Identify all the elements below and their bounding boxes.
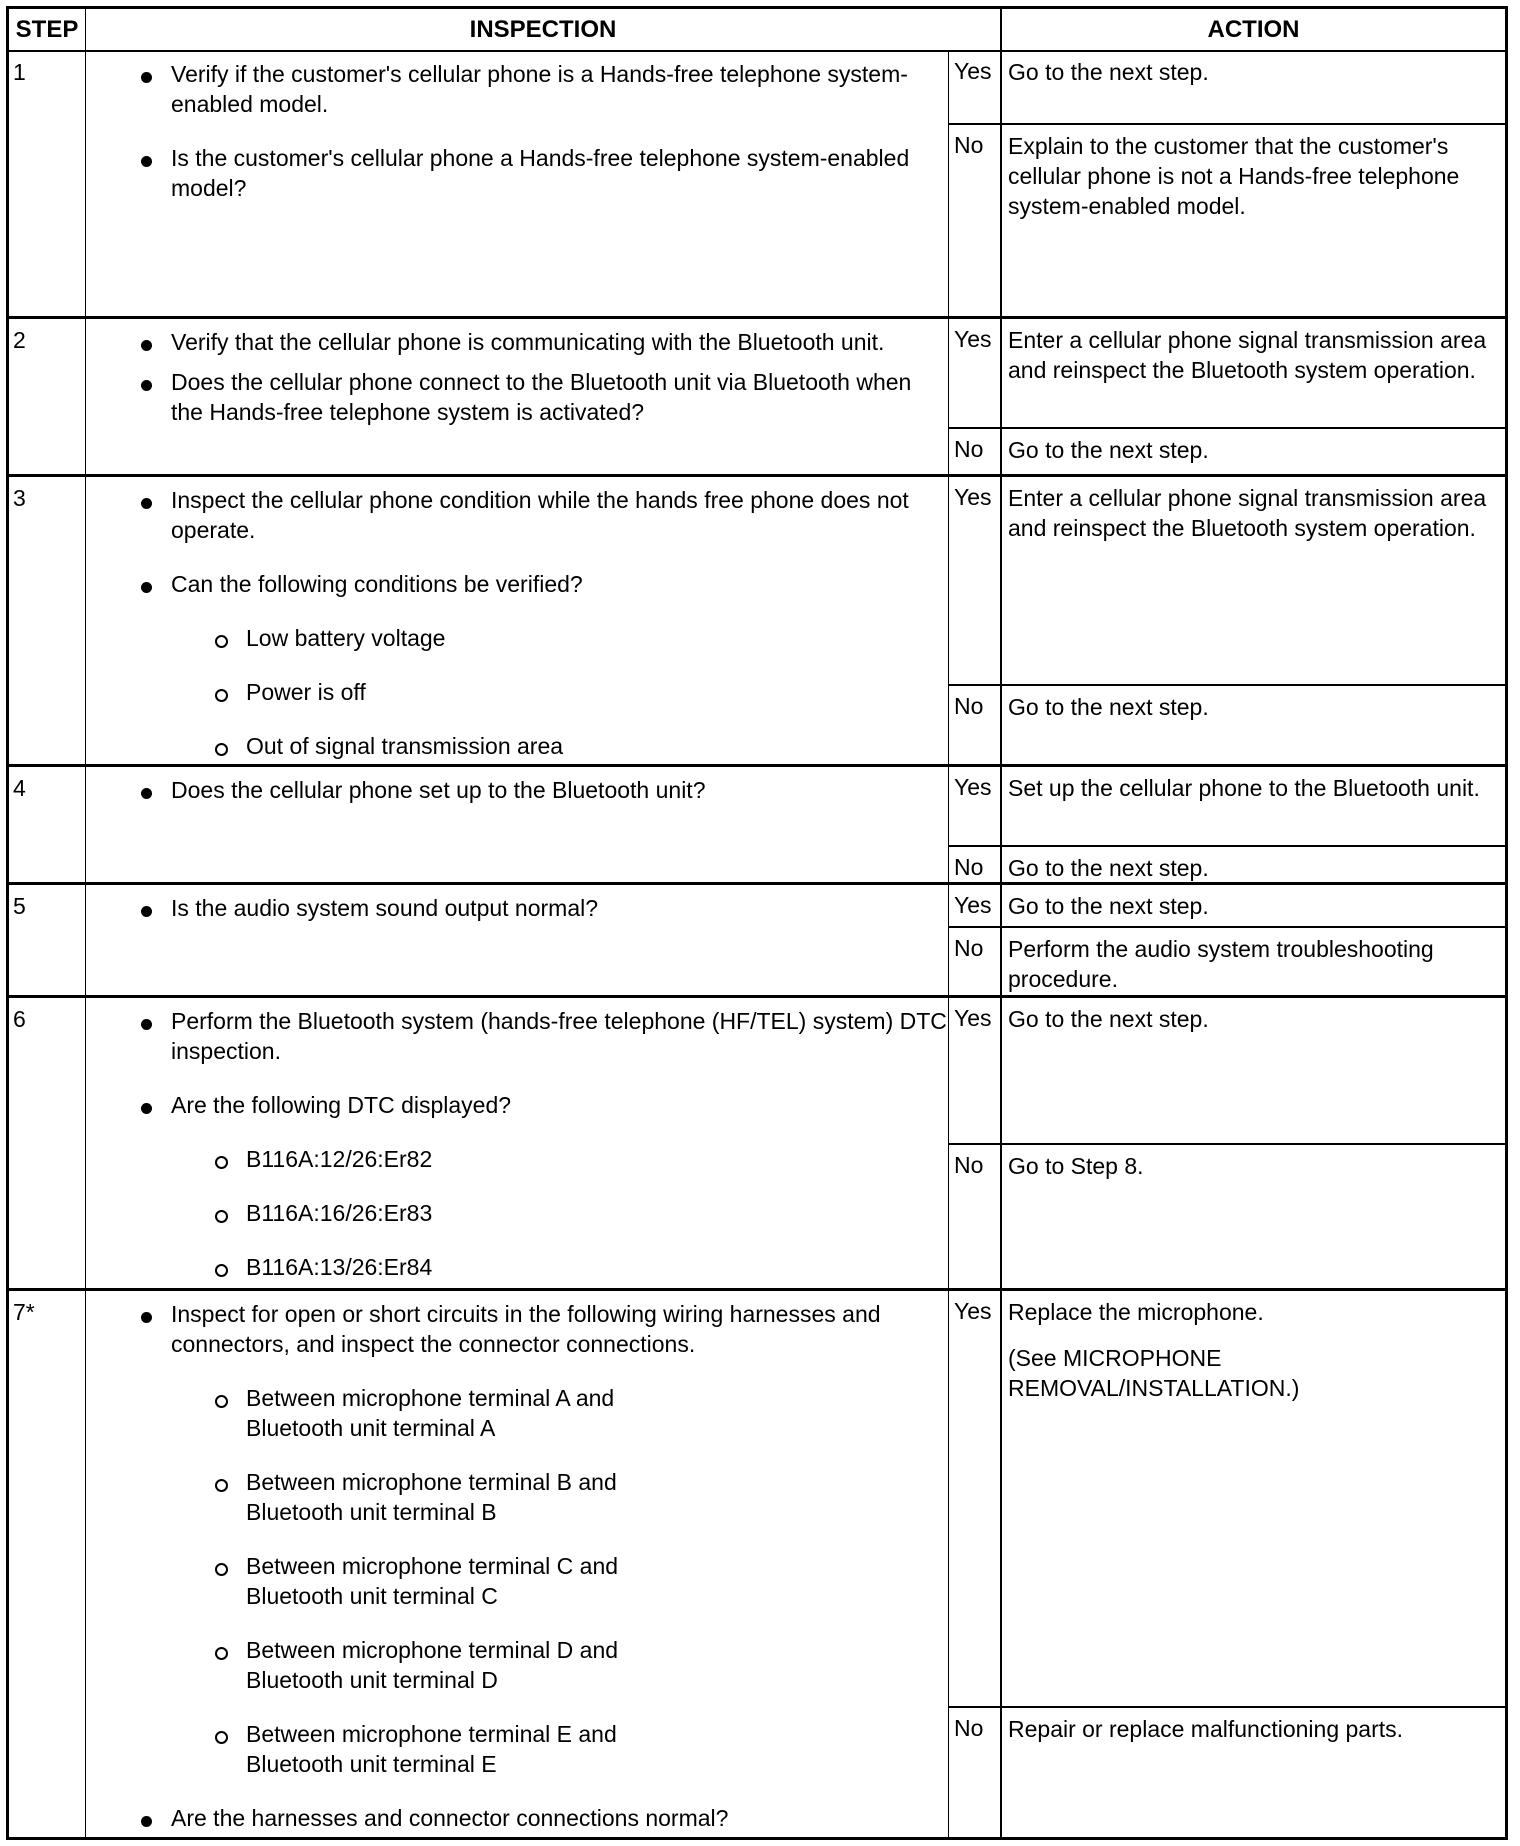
bullet-icon — [141, 1312, 152, 1323]
bullet-icon — [141, 498, 152, 509]
inspection-cell — [86, 998, 948, 1288]
inspection-item: Verify that the cellular phone is communicating with the Bluetooth unit. — [86, 327, 948, 357]
inspection-item: Verify if the customer's cellular phone is a Hands-free telephone system-enabled model. — [86, 59, 948, 119]
bullet-icon — [141, 1019, 152, 1030]
bullet-icon — [141, 788, 152, 799]
yes-action: Set up the cellular phone to the Bluetooth unit. — [1008, 775, 1480, 801]
inspection-item: Is the customer's cellular phone a Hands-free telephone system-enabled model? — [86, 143, 948, 203]
yes-label: Yes — [948, 767, 1002, 845]
table-row-step-4 — [9, 767, 1505, 885]
step-number: 1 — [9, 51, 86, 316]
yes-label: Yes — [948, 477, 1002, 684]
yes-label: Yes — [948, 319, 1002, 427]
yes-action: Go to the next step. — [1008, 893, 1209, 919]
yes-action: Replace the microphone. — [1008, 1299, 1264, 1325]
circle-bullet-icon — [215, 1264, 228, 1277]
circle-bullet-icon — [215, 1731, 228, 1744]
bullet-icon — [141, 156, 152, 167]
inspection-item: Are the following DTC displayed? — [86, 1090, 948, 1120]
header-inspection: INSPECTION — [86, 9, 1002, 50]
bullet-icon — [141, 72, 152, 83]
bullet-icon — [141, 340, 152, 351]
no-action: Go to Step 8. — [1002, 1143, 1505, 1288]
step-number: 3 — [9, 477, 86, 764]
inspection-cell — [86, 477, 948, 764]
inspection-item: Does the cellular phone set up to the Bluetooth unit? — [86, 775, 948, 805]
yes-action-note: (See MICROPHONE REMOVAL/INSTALLATION.) — [1008, 1345, 1300, 1401]
inspection-cell — [86, 767, 948, 882]
step-number: 7* — [9, 1291, 86, 1837]
yes-label: Yes — [948, 998, 1002, 1143]
inspection-cell — [86, 51, 948, 316]
inspection-sub-item: Between microphone terminal D and Bluetooth unit terminal D — [86, 1635, 948, 1695]
no-label: No — [948, 926, 1002, 995]
circle-bullet-icon — [215, 1479, 228, 1492]
yes-label: Yes — [948, 1291, 1002, 1706]
inspection-item: Inspect the cellular phone condition while the hands free phone does not operate. — [86, 485, 948, 545]
no-label: No — [948, 1143, 1002, 1288]
yes-action-cell — [1002, 1291, 1505, 1706]
inspection-item: Inspect for open or short circuits in the following wiring harnesses and connectors, and inspect the connector connections. — [86, 1299, 948, 1359]
inspection-sub-item: B116A:16/26:Er83 — [86, 1198, 948, 1228]
table-row-step-6 — [9, 998, 1505, 1291]
bullet-icon — [141, 1816, 152, 1827]
step-number: 2 — [9, 319, 86, 474]
bullet-icon — [141, 1103, 152, 1114]
inspection-item: Can the following conditions be verified? — [86, 569, 948, 599]
inspection-item: Does the cellular phone connect to the Bluetooth unit via Bluetooth when the Hands-free telephone system is activated? — [86, 367, 948, 427]
no-action: Go to the next step. — [1002, 684, 1505, 764]
circle-bullet-icon — [215, 1563, 228, 1576]
header-action: ACTION — [1207, 15, 1300, 43]
inspection-sub-item: Between microphone terminal B and Bluetooth unit terminal B — [86, 1467, 948, 1527]
table-header — [9, 9, 1505, 52]
circle-bullet-icon — [215, 743, 228, 756]
table-row-step-5 — [9, 885, 1505, 998]
table-row-step-7 — [9, 1291, 1505, 1837]
no-label: No — [948, 427, 1002, 474]
no-label: No — [948, 684, 1002, 764]
no-label: No — [948, 123, 1002, 316]
inspection-sub-item: Power is off — [86, 677, 948, 707]
inspection-cell — [86, 1291, 948, 1837]
yes-action: Go to the next step. — [1008, 1006, 1209, 1032]
bullet-icon — [141, 906, 152, 917]
circle-bullet-icon — [215, 1647, 228, 1660]
circle-bullet-icon — [215, 1395, 228, 1408]
inspection-item: Is the audio system sound output normal? — [86, 893, 948, 923]
inspection-sub-item: Between microphone terminal A and Bluetooth unit terminal A — [86, 1383, 948, 1443]
no-label: No — [948, 845, 1002, 882]
inspection-sub-item: Out of signal transmission area — [86, 731, 948, 761]
inspection-item: Are the harnesses and connector connections normal? — [86, 1803, 948, 1833]
no-action: Explain to the customer that the customer's cellular phone is not a Hands-free telephone system-enabled model. — [1002, 123, 1505, 316]
step-number: 4 — [9, 767, 86, 882]
circle-bullet-icon — [215, 1156, 228, 1169]
yes-label: Yes — [948, 51, 1002, 123]
troubleshooting-table — [6, 6, 1508, 1840]
no-action: Repair or replace malfunctioning parts. — [1002, 1706, 1505, 1837]
bullet-icon — [141, 582, 152, 593]
yes-action: Go to the next step. — [1008, 59, 1209, 85]
circle-bullet-icon — [215, 689, 228, 702]
no-label: No — [948, 1706, 1002, 1837]
circle-bullet-icon — [215, 635, 228, 648]
yes-label: Yes — [948, 885, 1002, 926]
table-row-step-2 — [9, 319, 1505, 477]
inspection-sub-item: B116A:12/26:Er82 — [86, 1144, 948, 1174]
inspection-cell — [86, 885, 948, 995]
bullet-icon — [141, 380, 152, 391]
inspection-sub-item: B116A:13/26:Er84 — [86, 1252, 948, 1282]
inspection-cell — [86, 319, 948, 474]
no-action: Go to the next step. — [1002, 845, 1505, 882]
inspection-sub-item: Between microphone terminal E and Bluetooth unit terminal E — [86, 1719, 948, 1779]
circle-bullet-icon — [215, 1210, 228, 1223]
inspection-sub-item: Between microphone terminal C and Bluetooth unit terminal C — [86, 1551, 948, 1611]
step-number: 5 — [9, 885, 86, 995]
inspection-sub-item: Low battery voltage — [86, 623, 948, 653]
header-step: STEP — [9, 9, 86, 50]
yes-action: Enter a cellular phone signal transmission area and reinspect the Bluetooth system operation. — [1008, 485, 1487, 541]
table-row-step-3 — [9, 477, 1505, 767]
step-number: 6 — [9, 998, 86, 1288]
table-row-step-1 — [9, 51, 1505, 319]
inspection-item: Perform the Bluetooth system (hands-free telephone (HF/TEL) system) DTC inspection. — [86, 1006, 948, 1066]
yes-action: Enter a cellular phone signal transmission area and reinspect the Bluetooth system operation. — [1008, 327, 1487, 383]
no-action: Perform the audio system troubleshooting procedure. — [1002, 926, 1505, 995]
no-action: Go to the next step. — [1002, 427, 1505, 474]
